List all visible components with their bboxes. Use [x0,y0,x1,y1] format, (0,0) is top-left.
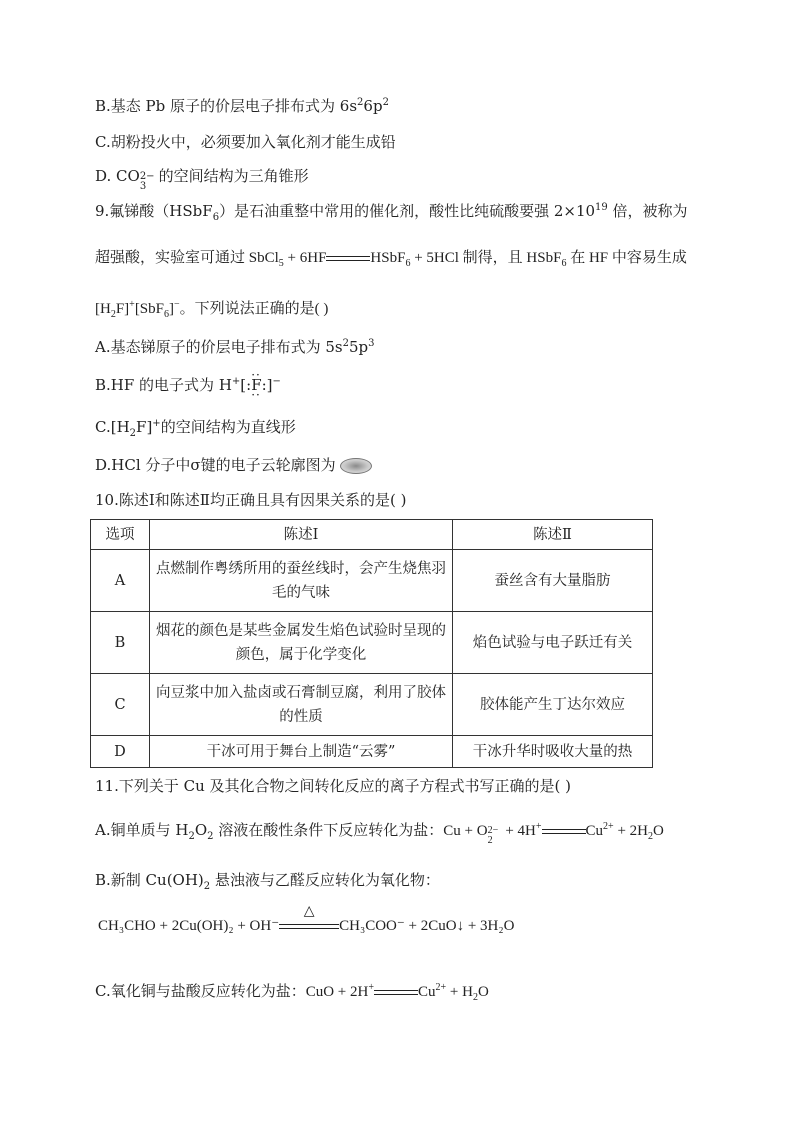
row-option: A [91,550,150,612]
equals-arrow [542,827,586,837]
q8-b-mid: 6p [363,97,383,115]
sigma-bond-orbital-icon [340,458,372,474]
q9-l2-e: 在 HF 中容易生成 [566,250,687,266]
q11-a-equation: Cu + O 2 2− + 4H+ $Cu^{2+} + 2H_2O$ [443,821,664,846]
table-header-row [91,520,653,550]
q9-l3-a: [H [95,301,111,317]
q11-option-a [95,820,664,846]
q9-c-prefix: C.[H [95,418,130,436]
q8-d-suffix: 的空间结构为三角锥形 [153,167,309,185]
row-statement1: 烟花的颜色是某些金属发生焰色试验时呈现的颜色，属于化学变化 [150,612,453,674]
eq-part: CuO + 2H [305,984,369,1000]
q9-a-sup2: 3 [368,338,375,349]
q9-l3-d: ] [169,301,174,317]
eq-left: CH₃CHO + 2Cu(OH)₂ + OH⁻ [98,918,280,934]
q9-l3-sup1: + [129,299,135,310]
q9-l1-b: ）是石油重整中常用的催化剂，酸性比纯硫酸要强 2×10 [219,202,596,220]
q9-a-sup1: 2 [342,338,349,349]
header-statement2: 陈述Ⅱ [453,520,653,550]
q11-b-text: B.新制 Cu(OH) [95,871,204,889]
q9-l2-sub1: 5 [278,258,284,269]
header-statement1: 陈述Ⅰ [150,520,453,550]
q8-b-text: B.基态 Pb 原子的价层电子排布式为 6s [95,97,358,115]
q9-c-mid: F] [136,418,153,436]
q9-c-sup: + [152,418,161,429]
q9-l3-sub1: 2 [110,309,116,320]
q9-option-a [95,337,375,357]
heat-arrow [279,903,339,932]
q10-stem: 10.陈述Ⅰ和陈述Ⅱ均正确且具有因果关系的是( ) [95,491,407,509]
q9-l2-c: HSbF [370,250,406,266]
q11-a-sub1: 2 [188,831,195,842]
q9-l1-sub: 6 [212,212,220,223]
row-option: D [91,736,150,768]
q9-a-text: A.基态锑原子的价层电子排布式为 5s [95,338,343,356]
row-statement2: 干冰升华时吸收大量的热 [453,736,653,768]
eq-right: CH₃COO⁻ + 2CuO↓ + 3H₂O [339,918,515,934]
eq-sup: + [368,982,374,993]
table-row [91,674,653,736]
q9-option-b [95,375,281,395]
table-row [91,550,653,612]
eq-sub: 2 [472,992,478,1003]
row-statement2: 焰色试验与电子跃迁有关 [453,612,653,674]
eq-part: Cu + O [443,823,488,839]
q9-stem-line1 [95,201,688,221]
q8-option-c: C.胡粉投火中，必须要加入氧化剂才能生成铅 [95,133,396,151]
q8-d-text: D. CO [95,167,140,185]
eq-part: + H [446,984,473,1000]
fluorine-symbol: ·· F ·· [251,375,261,395]
q9-l2-sub3: 6 [561,258,567,269]
q9-b-text: B.HF 的电子式为 H [95,376,232,394]
q9-b-sup2: − [272,376,281,387]
eq-sup: 2+ [435,982,447,993]
q11-a-text3: 溶液在酸性条件下反应转化为盐： [213,821,444,839]
q11-stem: 11.下列关于 Cu 及其化合物之间转化反应的离子方程式书写正确的是( ) [95,777,572,795]
q9-b-bracket-close: :] [261,376,273,394]
eq-part: O [652,823,664,839]
q8-option-b [95,96,389,116]
q9-l1-sup: 19 [595,202,608,213]
q9-option-d [95,455,372,475]
q11-option-c [95,981,489,1002]
q9-b-sup: + [231,376,241,387]
q11-a-text: A.铜单质与 H [95,821,189,839]
q9-stem-line2 [95,248,687,268]
q8-b-sup2: 2 [382,97,389,108]
q9-l1-a: 9.氟锑酸（HSbF [95,202,213,220]
q9-a-mid: 5p [349,338,369,356]
q9-l3-b: F] [115,301,130,317]
q10-table [90,519,653,768]
row-statement1: 点燃制作粤绣所用的蚕丝线时，会产生烧焦羽毛的气味 [150,550,453,612]
eq-part: Cu [585,823,604,839]
q9-l3-sub2: 6 [164,309,169,320]
table-row [91,736,653,768]
q8-b-sup1: 2 [357,97,364,108]
row-option: B [91,612,150,674]
q9-b-bracket-open: [: [240,376,252,394]
row-statement1: 向豆浆中加入盐卤或石膏制豆腐，利用了胶体的性质 [150,674,453,736]
q9-option-c [95,417,296,437]
row-statement2: 胶体能产生丁达尔效应 [453,674,653,736]
q11-c-equation [305,982,489,1003]
eq-part: Cu [418,984,436,1000]
q11-b-equation [98,903,515,936]
q11-a-sub2: 2 [207,831,214,842]
row-statement2: 蚕丝含有大量脂肪 [453,550,653,612]
equals-arrow [374,988,418,998]
q11-c-text: C.氧化铜与盐酸反应转化为盐： [95,982,306,1000]
eq-part: O [477,984,489,1000]
q9-c-suffix: 的空间结构为直线形 [160,418,296,436]
q9-stem-line3 [95,299,328,319]
q9-l3-c: [SbF [134,301,164,317]
q9-l1-c: 倍，被称为 [607,202,688,220]
q9-l2-a: 超强酸，实验室可通过 SbCl [95,250,279,266]
q11-option-b [95,870,440,890]
q9-c-sub: 2 [129,428,137,439]
q11-b-sub: 2 [203,881,211,892]
row-statement1: 干冰可用于舞台上制造“云雾” [150,736,453,768]
eq-sup: 2+ [603,821,614,832]
q9-l2-sub2: 6 [405,258,411,269]
equals-arrow [326,254,370,264]
row-option: C [91,674,150,736]
table-row [91,612,653,674]
q11-b-text2: 悬浊液与乙醛反应转化为氧化物： [210,871,440,889]
q9-d-text: D.HCl 分子中σ键的电子云轮廓图为 [95,456,336,474]
eq-sub: 2 [647,831,653,842]
q11-a-text2: O [194,821,208,839]
q9-l3-sup2: − [174,299,180,310]
eq-sup: + [535,821,542,832]
q9-l3-e: 。下列说法正确的是( ) [179,301,329,317]
header-option: 选项 [91,520,150,550]
q9-l2-d: + 5HCl 制得，且 HSbF [410,250,562,266]
q8-option-d: D. CO 3 2− 的空间结构为三角锥形 [95,167,309,192]
q9-l2-b: + 6HF [283,250,327,266]
eq-part: + 2H [613,823,648,839]
eq-part: + 4H [501,823,536,839]
delta-icon: △ [303,903,315,919]
